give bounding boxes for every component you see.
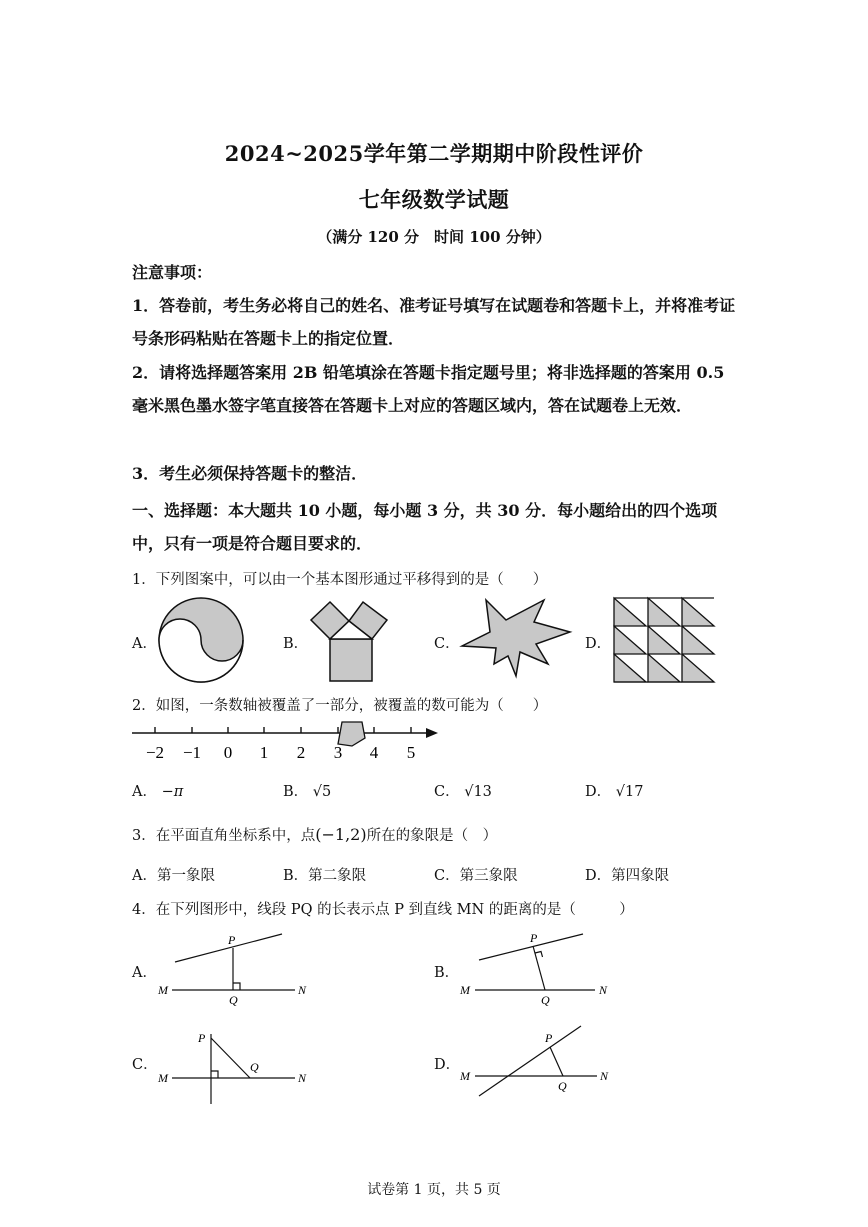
q1-figure-b-pythagoras <box>305 594 405 686</box>
q4-label-c: C． <box>132 1057 158 1073</box>
q1-figure-a-yinyang <box>155 596 250 686</box>
q3-stem-pre: 3．在平面直角坐标系中，点 <box>132 828 316 844</box>
q1-stem: 1．下列图案中，可以由一个基本图形通过平移得到的是（ ） <box>132 572 548 588</box>
q3-stem-post: 所在的象限是（ ） <box>366 828 498 844</box>
label-q: Q <box>558 1079 567 1093</box>
q4-label-a: A． <box>132 965 157 981</box>
q2-option-d <box>585 780 643 801</box>
section-heading: 一、选择题：本大题共 10 小题，每小题 3 分，共 30 分．每小题给出的四个选项中，只有一项是符合题目要求的． <box>132 501 718 553</box>
option-value: √17 <box>615 784 644 800</box>
option-value: √5 <box>312 784 332 800</box>
q1-figure-d-triangles <box>612 596 718 684</box>
page-footer: 试卷第 1 页，共 5 页 <box>367 1182 501 1198</box>
tick-label: 5 <box>406 743 416 762</box>
q4-stem: 4．在下列图形中，线段 PQ 的长表示点 P 到直线 MN 的距离的是（ ） <box>132 902 634 918</box>
q3-point: (−1,2) <box>315 825 367 844</box>
exam-title: 2024~2025学年第二学期期中阶段性评价 <box>224 141 644 166</box>
label-q: Q <box>229 993 238 1007</box>
q2-number-line <box>130 716 445 766</box>
q1-label-d: D． <box>585 636 612 652</box>
exam-subtitle: 七年级数学试题 <box>358 187 510 212</box>
q4-figure-c <box>150 1024 320 1106</box>
label-n: N <box>599 983 608 997</box>
tick-label: −1 <box>182 743 202 762</box>
notice-heading: 注意事项： <box>132 263 213 282</box>
option-label: A． <box>132 784 157 800</box>
q3-option-a: A．第一象限 <box>132 868 215 884</box>
q1-label-b: B． <box>283 636 309 652</box>
label-m: M <box>460 983 470 997</box>
label-n: N <box>600 1069 609 1083</box>
q4-figure-d <box>455 1020 625 1102</box>
q2-stem: 2．如图，一条数轴被覆盖了一部分，被覆盖的数可能为（ ） <box>132 698 548 714</box>
tick-label: 4 <box>369 743 379 762</box>
q1-label-c: C． <box>434 636 460 652</box>
label-m: M <box>460 1069 470 1083</box>
label-n: N <box>298 1071 307 1085</box>
q3-option-b: B．第二象限 <box>283 868 367 884</box>
exam-meta: （满分 120 分 时间 100 分钟） <box>317 228 551 246</box>
tick-label: 0 <box>223 743 233 762</box>
q4-label-b: B． <box>434 965 460 981</box>
label-m: M <box>158 1071 168 1085</box>
label-q: Q <box>541 993 550 1007</box>
option-label: D． <box>585 784 612 800</box>
option-value: −π <box>161 784 184 800</box>
label-p: P <box>198 1031 206 1045</box>
option-label: B． <box>283 784 309 800</box>
option-value: √13 <box>464 784 492 800</box>
notice-item-3: 3．考生必须保持答题卡的整洁． <box>132 464 368 483</box>
tick-label: 2 <box>296 743 306 762</box>
q1-label-a: A． <box>132 636 157 652</box>
q2-option-c <box>434 780 492 801</box>
notice-item-2: 2．请将选择题答案用 2B 铅笔填涂在答题卡指定题号里；将非选择题的答案用 0.5 毫米黑色墨水签字笔直接答在答题卡上对应的答题区域内，答在试题卷上无效． <box>132 363 725 415</box>
label-p: P <box>545 1031 553 1045</box>
q4-figure-b <box>455 926 625 1008</box>
q2-option-a <box>132 780 183 801</box>
tick-label: 3 <box>333 743 343 762</box>
q3-option-d: D．第四象限 <box>585 868 670 884</box>
label-q: Q <box>250 1060 259 1074</box>
q4-figure-a <box>150 926 320 1008</box>
q2-option-b <box>283 780 331 801</box>
notice-item-1: 1．答卷前，考生务必将自己的姓名、准考证号填写在试题卷和答题卡上，并将准考证号条形码粘贴在答题卡上的指定位置． <box>132 296 736 348</box>
q4-label-d: D． <box>434 1057 461 1073</box>
label-p: P <box>228 933 236 947</box>
label-m: M <box>158 983 168 997</box>
label-n: N <box>298 983 307 997</box>
q1-figure-c-star <box>456 592 576 680</box>
label-p: P <box>530 931 538 945</box>
q3-option-c: C．第三象限 <box>434 868 518 884</box>
q3-stem <box>132 824 497 845</box>
tick-label: −2 <box>145 743 165 762</box>
option-label: C． <box>434 784 460 800</box>
tick-label: 1 <box>259 743 269 762</box>
